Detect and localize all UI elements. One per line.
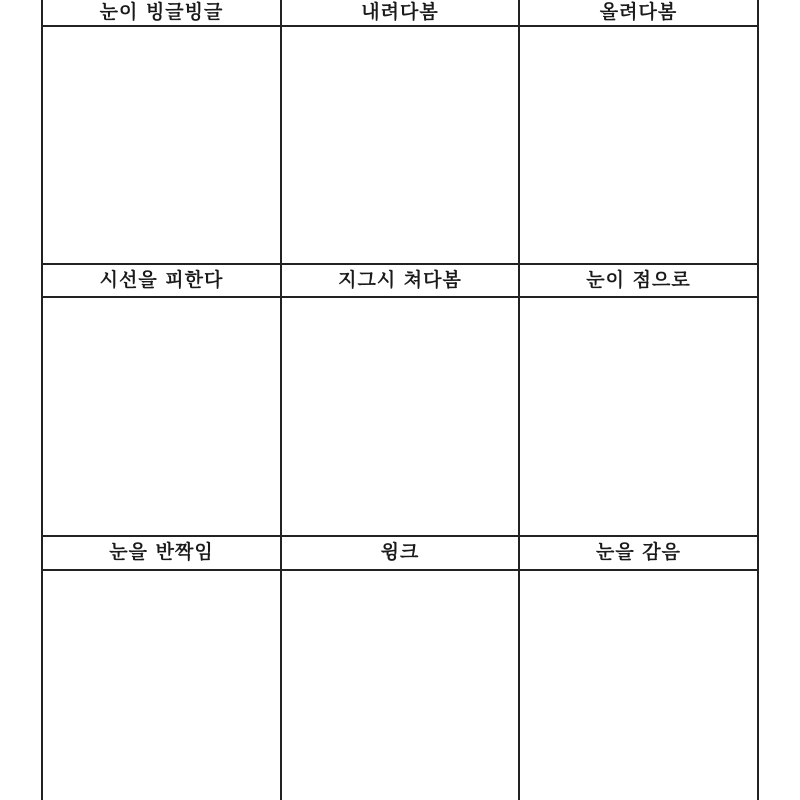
drawing-area[interactable] — [282, 27, 518, 263]
cell-label: 눈을 감음 — [595, 541, 682, 563]
cell-label: 내려다봄 — [361, 1, 439, 23]
drawing-area[interactable] — [43, 571, 280, 800]
drawing-area[interactable] — [520, 571, 757, 800]
drawing-area[interactable] — [43, 298, 280, 535]
cell-label: 눈을 반짝임 — [109, 541, 214, 563]
cell-label: 올려다봄 — [599, 1, 678, 23]
grid-line-horizontal — [41, 263, 759, 265]
cell-label: 시선을 피한다 — [99, 269, 224, 291]
drawing-area[interactable] — [520, 27, 757, 263]
drawing-area[interactable] — [282, 571, 518, 800]
grid-line-horizontal — [41, 535, 759, 537]
cell-label: 윙크 — [380, 541, 420, 563]
cell-label: 눈이 점으로 — [586, 269, 691, 291]
drawing-area[interactable] — [282, 298, 518, 535]
cell-label: 눈이 빙글빙글 — [99, 1, 224, 23]
drawing-area[interactable] — [43, 27, 280, 263]
grid-line-vertical — [757, 0, 759, 800]
drawing-area[interactable] — [520, 298, 757, 535]
cell-label: 지그시 쳐다봄 — [338, 269, 462, 291]
